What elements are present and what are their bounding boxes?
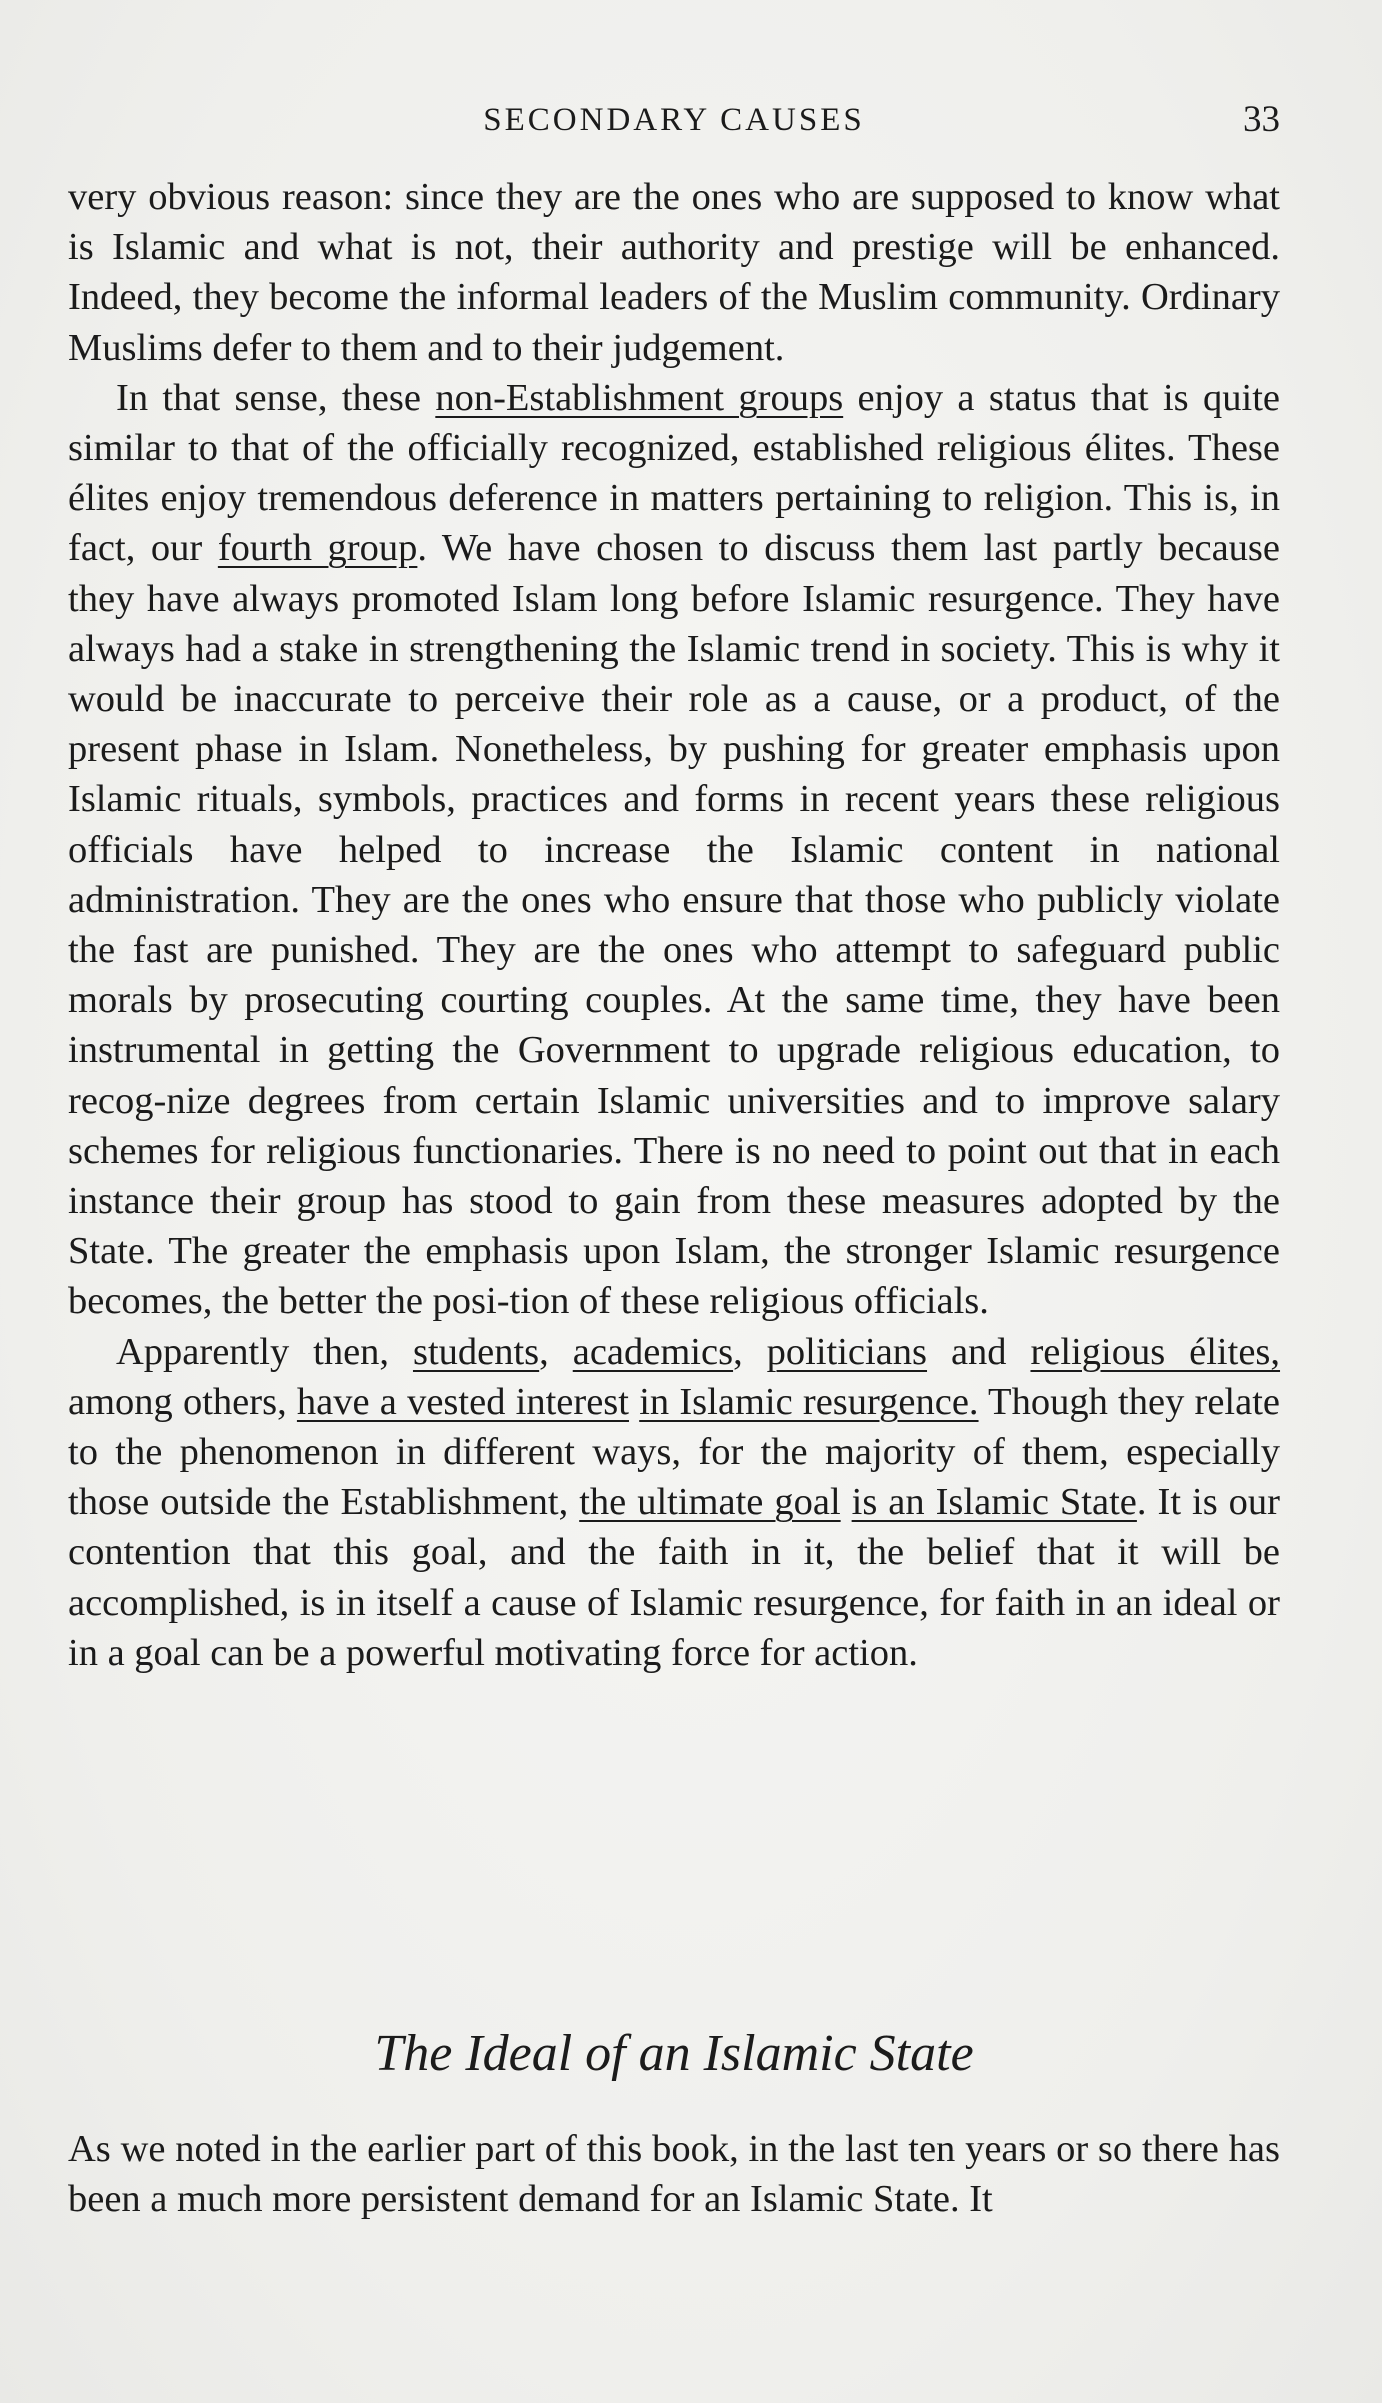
text-span: In that sense, these [116,376,436,419]
paragraph-3 [68,1327,1280,1678]
text-span: and [927,1330,1031,1373]
underlined-phrase: politicians [766,1330,928,1373]
text-span: . It is our contention that this goal, and the faith in it, the belief that it will be accomplished, is in itself a cause of Islamic resurgence, for faith in an ideal or in a goal can be a powerful motivating force for action. [68,1481,1280,1674]
section-text [68,2124,1280,2224]
page-number: 33 [1243,99,1280,140]
underlined-phrase: is an Islamic State [851,1481,1137,1524]
text-span: , [733,1330,767,1373]
text-span [841,1481,852,1523]
text-span: Though they relate to the phenomenon in different ways, for the majority of them, especially those outside the Establishment, [68,1380,1280,1524]
underlined-phrase: the ultimate goal [579,1481,841,1524]
paragraph-2 [68,373,1280,1327]
paragraph-1: very obvious reason: since they are the ones who are supposed to know what is Islamic and what is not, their authority and prestige will be enhanced. Indeed, they become the informal leaders of the Muslim community. Ordinary Muslims defer to them and to their judgement. [68,176,1280,369]
text-span: , [539,1330,573,1373]
text-span: enjoy a status that is quite similar to that of the officially recognized, established religious élites. These élites enjoy tremendous deference in matters pertaining to religion. This is, in fact, our [68,376,1280,570]
underlined-phrase: have a vested interest [296,1380,629,1423]
underlined-phrase: religious élites, [1030,1330,1281,1373]
page-header [68,98,1280,148]
text-span: among others, [68,1380,297,1423]
underlined-phrase: academics [572,1330,734,1373]
text-span: . We have chosen to discuss them last partly because they have always promoted Islam long before Islamic resurgence. They have always had a stake in strengthening the Islamic trend in society. This is why it would be inaccurate to perceive their role as a cause, or a product, of the present phase in Islam. Nonetheless, by pushing for greater emphasis upon Islamic rituals, symbols, practices and forms in recent years these religious officials have helped to increase the Islamic content in national administration. They are the ones who ensure that those who publicly violate the fast are punished. They are the ones who attempt to safeguard public morals by prosecuting courting couples. At the same time, they have been instrumental in getting the Government to upgrade religious education, to recog-nize degrees from certain Islamic universities and to improve salary schemes for religious functionaries. There is no need to point out that in each instance their group has stood to gain from these measures adopted by the State. The greater the emphasis upon Islam, the stronger Islamic resurgence becomes, the better the posi-tion of these religious officials. [68,527,1280,1323]
paragraph-4: As we noted in the earlier part of this book, in the last ten years or so there has been a much more persistent demand for an Islamic State. It [68,2128,1280,2221]
main-text [68,172,1280,1678]
underlined-phrase: non-Establishment groups [435,376,844,419]
text-span [629,1381,639,1423]
section-heading: The Ideal of an Islamic State [374,2025,974,2082]
text-span: Apparently then, [116,1330,413,1373]
underlined-phrase: fourth group [217,527,418,570]
underlined-phrase: students [412,1330,540,1373]
running-head: SECONDARY CAUSES [483,102,865,138]
underlined-phrase: in Islamic resurgence. [639,1380,979,1423]
